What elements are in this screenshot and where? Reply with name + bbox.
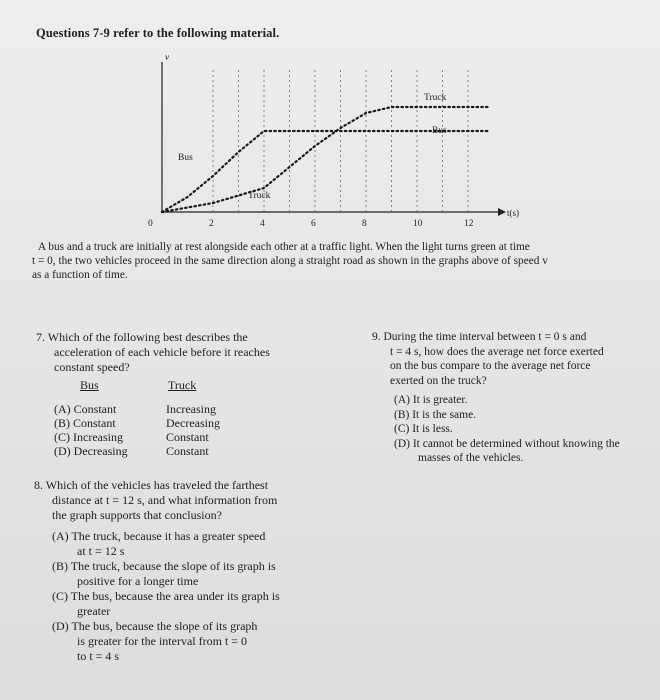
q8-line-3: the graph supports that conclusion? [52, 508, 222, 522]
truck-line [162, 107, 488, 212]
q9-option-c[interactable]: (C) It is less. [394, 423, 453, 435]
q8-option-c-line-1: (C) The bus, because the area under its graph is [52, 589, 280, 603]
truck-series [162, 107, 488, 212]
x-tick-label: 8 [362, 219, 367, 229]
q7-option-a-truck: Increasing [166, 402, 216, 416]
q8-option-d-line-1: (D) The bus, because the slope of its graph [52, 619, 258, 633]
q8-line-2: distance at t = 12 s, and what information from [52, 493, 278, 507]
intro-line-2: t = 0, the two vehicles proceed in the same direction along a straight road as shown in the graphs above of speed v [32, 255, 548, 267]
x-tick-label: 6 [311, 219, 316, 229]
x-axis-arrow [498, 208, 506, 216]
question-7 [36, 330, 336, 458]
problem-intro [32, 240, 638, 282]
q9-options [372, 393, 660, 466]
bus-line [162, 131, 488, 212]
q8-option-c[interactable] [52, 589, 334, 619]
truck-label-bottom: Truck [248, 191, 271, 201]
q9-option-b[interactable]: (B) It is the same. [394, 408, 477, 421]
x-axis-label: t(s) [507, 208, 519, 218]
q8-option-a[interactable] [52, 529, 334, 559]
q8-line-1: 8. Which of the vehicles has traveled the farthest [34, 478, 269, 492]
q7-option-d-bus[interactable]: (D) Decreasing [54, 444, 128, 458]
x-tick-labels [148, 219, 474, 229]
x-tick-label: 0 [148, 219, 153, 229]
question-9 [372, 330, 660, 466]
q8-option-d-line-2: is greater for the interval from t = 0 [77, 634, 248, 648]
q8-option-a-line-2: at t = 12 s [77, 544, 125, 558]
q7-header-bus: Bus [80, 378, 99, 392]
q7-option-c-bus[interactable]: (C) Increasing [54, 430, 123, 444]
section-heading: Questions 7-9 refer to the following material. [36, 26, 280, 40]
q8-option-c-line-2: greater [77, 604, 111, 618]
q8-option-d-line-3: to t = 4 s [77, 649, 120, 663]
q9-option-d[interactable] [394, 437, 660, 466]
x-tick-label: 2 [209, 219, 214, 229]
bus-series [162, 131, 488, 212]
q7-option-d-truck: Constant [166, 444, 209, 458]
q7-header-truck: Truck [168, 378, 197, 392]
q7-line-2: acceleration of each vehicle before it reaches [54, 345, 270, 359]
q9-line-4: exerted on the truck? [390, 374, 487, 387]
x-tick-label: 4 [260, 219, 265, 229]
q7-line-3: constant speed? [54, 360, 130, 374]
speed-time-graph [0, 0, 660, 240]
q7-option-b-bus[interactable]: (B) Constant [54, 416, 116, 430]
q9-option-a[interactable]: (A) It is greater. [394, 394, 468, 406]
bus-label-left: Bus [178, 153, 193, 163]
q8-options [52, 529, 334, 664]
truck-label-top: Truck [424, 93, 447, 103]
y-axis-label: v [165, 52, 169, 62]
q8-option-b-line-2: positive for a longer time [77, 574, 199, 588]
q9-line-3: on the bus compare to the average net force [390, 360, 591, 372]
q7-option-a-bus[interactable]: (A) Constant [54, 402, 117, 416]
q8-option-a-line-1: (A) The truck, because it has a greater speed [52, 529, 266, 543]
q9-line-1: 9. During the time interval between t = 0 s and [372, 331, 587, 343]
question-8 [34, 478, 334, 664]
q7-line-1: 7. Which of the following best describes the [36, 330, 248, 344]
intro-line-1: A bus and a truck are initially at rest alongside each other at a traffic light. When the light turns green at time [38, 241, 530, 253]
intro-line-3: as a function of time. [32, 269, 128, 281]
bus-label-right: Bus [432, 126, 447, 136]
q9-option-d-line-1: (D) It cannot be determined without knowing the [394, 437, 620, 450]
x-tick-label: 12 [464, 219, 474, 229]
q9-line-2: t = 4 s, how does the average net force exerted [390, 345, 604, 358]
q7-option-c-truck: Constant [166, 430, 209, 444]
q8-option-b-line-1: (B) The truck, because the slope of its graph is [52, 559, 276, 573]
q7-option-b-truck: Decreasing [166, 416, 220, 430]
q9-option-d-line-2: masses of the vehicles. [418, 452, 524, 464]
x-tick-label: 10 [413, 219, 423, 229]
q8-option-b[interactable] [52, 559, 334, 589]
q8-option-d[interactable] [52, 619, 334, 664]
